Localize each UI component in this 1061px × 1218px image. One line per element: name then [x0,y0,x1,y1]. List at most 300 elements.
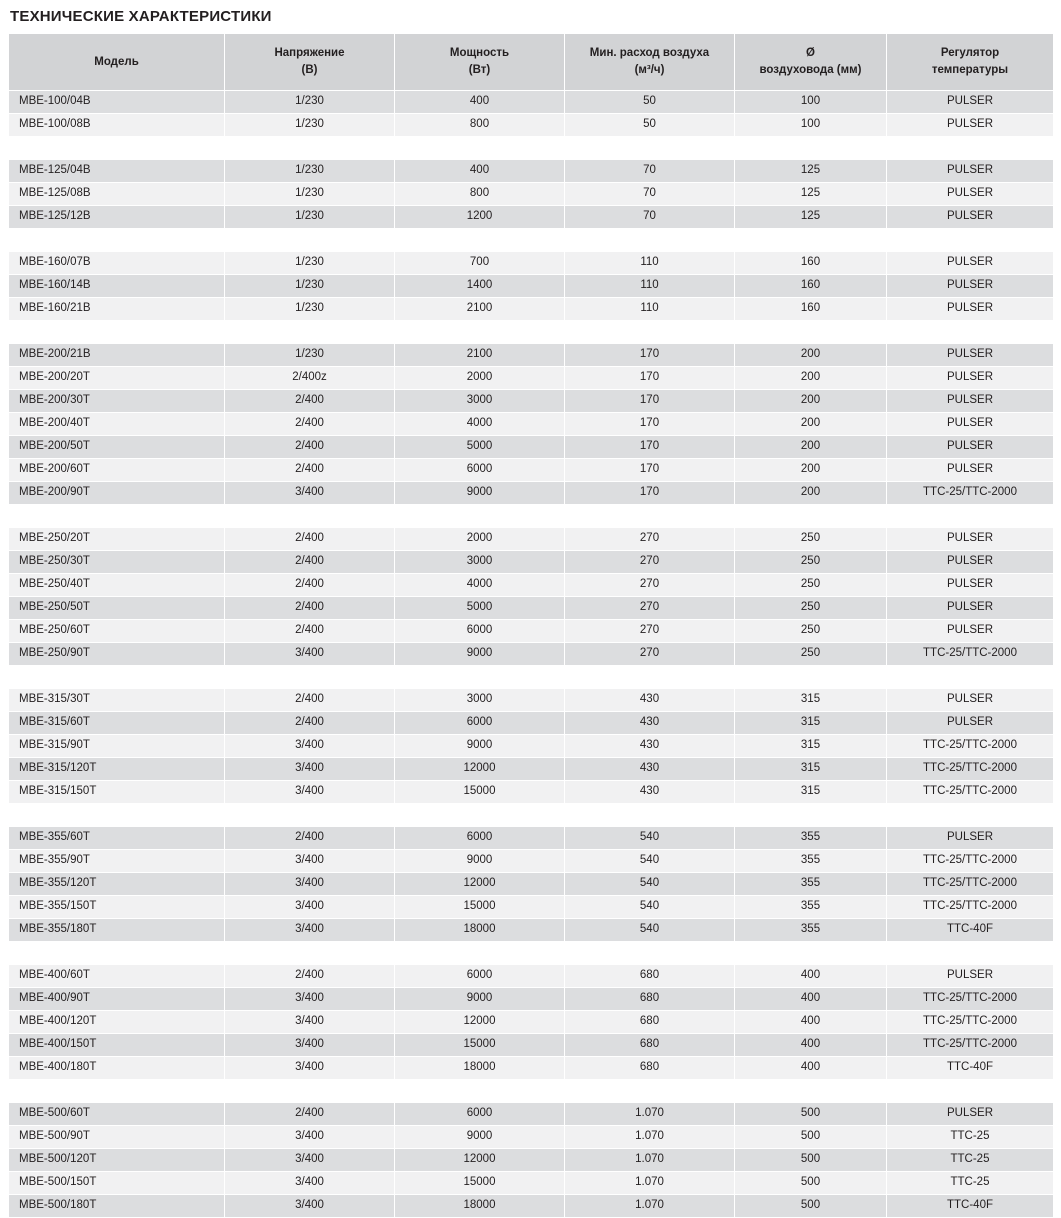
cell-min-airflow: 170 [565,344,735,367]
cell-duct-diameter: 315 [735,781,887,804]
column-header-model [9,34,225,91]
table-row [9,1149,1054,1172]
cell-temperature-regulator: PULSER [887,91,1054,114]
table-row [9,1057,1054,1080]
cell-duct-diameter: 355 [735,919,887,942]
cell-voltage: 1/230 [225,183,395,206]
cell-temperature-regulator: PULSER [887,689,1054,712]
cell-voltage: 2/400 [225,551,395,574]
table-row [9,114,1054,137]
cell-duct-diameter: 250 [735,574,887,597]
cell-power: 12000 [395,758,565,781]
cell-duct-diameter: 125 [735,206,887,229]
cell-duct-diameter: 250 [735,620,887,643]
cell-min-airflow: 1.070 [565,1103,735,1126]
cell-voltage: 3/400 [225,988,395,1011]
table-row [9,298,1054,321]
cell-min-airflow: 540 [565,896,735,919]
cell-min-airflow: 540 [565,827,735,850]
cell-voltage: 1/230 [225,275,395,298]
table-row [9,965,1054,988]
cell-temperature-regulator: PULSER [887,390,1054,413]
column-header-voltage [225,34,395,91]
cell-duct-diameter: 125 [735,183,887,206]
cell-min-airflow: 110 [565,298,735,321]
table-row [9,482,1054,505]
cell-power: 2100 [395,344,565,367]
cell-duct-diameter: 160 [735,275,887,298]
cell-power: 12000 [395,873,565,896]
cell-temperature-regulator: PULSER [887,620,1054,643]
cell-model: MBE-200/20T [9,367,225,390]
cell-min-airflow: 540 [565,850,735,873]
table-group-separator [9,321,1054,344]
table-row [9,1103,1054,1126]
column-header-line1: Регулятор [940,47,1000,60]
cell-model: MBE-355/180T [9,919,225,942]
cell-power: 9000 [395,735,565,758]
cell-voltage: 2/400 [225,436,395,459]
cell-voltage: 2/400 [225,413,395,436]
cell-voltage: 3/400 [225,781,395,804]
column-header-line2: (В) [301,64,318,76]
cell-voltage: 3/400 [225,1172,395,1195]
cell-duct-diameter: 200 [735,344,887,367]
cell-power: 2000 [395,367,565,390]
cell-duct-diameter: 315 [735,735,887,758]
cell-temperature-regulator: PULSER [887,965,1054,988]
cell-model: MBE-100/04B [9,91,225,114]
cell-voltage: 1/230 [225,206,395,229]
cell-min-airflow: 430 [565,689,735,712]
table-row [9,597,1054,620]
column-header-duct-diameter [735,34,887,91]
table-row [9,827,1054,850]
cell-model: MBE-200/90T [9,482,225,505]
cell-min-airflow: 270 [565,528,735,551]
cell-min-airflow: 1.070 [565,1172,735,1195]
cell-model: MBE-355/150T [9,896,225,919]
cell-power: 12000 [395,1011,565,1034]
table-group-separator-cell [9,1080,1054,1103]
table-group-separator-cell [9,666,1054,689]
cell-duct-diameter: 200 [735,482,887,505]
cell-model: MBE-400/180T [9,1057,225,1080]
table-row [9,781,1054,804]
cell-min-airflow: 1.070 [565,1126,735,1149]
cell-temperature-regulator: TTC-25 [887,1149,1054,1172]
table-row [9,689,1054,712]
cell-power: 6000 [395,965,565,988]
cell-temperature-regulator: TTC-25/TTC-2000 [887,1011,1054,1034]
cell-model: MBE-250/60T [9,620,225,643]
cell-power: 9000 [395,482,565,505]
table-row [9,1126,1054,1149]
cell-min-airflow: 430 [565,781,735,804]
cell-model: MBE-315/60T [9,712,225,735]
cell-duct-diameter: 125 [735,160,887,183]
cell-duct-diameter: 500 [735,1172,887,1195]
cell-duct-diameter: 100 [735,91,887,114]
cell-power: 3000 [395,390,565,413]
cell-power: 1200 [395,206,565,229]
cell-power: 1400 [395,275,565,298]
cell-voltage: 3/400 [225,1195,395,1218]
cell-voltage: 3/400 [225,873,395,896]
cell-min-airflow: 1.070 [565,1195,735,1218]
cell-min-airflow: 430 [565,735,735,758]
cell-voltage: 2/400 [225,574,395,597]
cell-model: MBE-100/08B [9,114,225,137]
table-row [9,620,1054,643]
cell-power: 18000 [395,919,565,942]
cell-voltage: 2/400 [225,965,395,988]
cell-duct-diameter: 200 [735,413,887,436]
table-row [9,551,1054,574]
cell-temperature-regulator: TTC-25 [887,1126,1054,1149]
cell-min-airflow: 50 [565,91,735,114]
column-header-line1: Напряжение [274,47,345,60]
table-group-separator-cell [9,942,1054,965]
cell-voltage: 1/230 [225,160,395,183]
cell-temperature-regulator: TTC-25/TTC-2000 [887,482,1054,505]
cell-model: MBE-400/120T [9,1011,225,1034]
cell-voltage: 3/400 [225,850,395,873]
cell-temperature-regulator: TTC-25/TTC-2000 [887,781,1054,804]
table-row [9,413,1054,436]
cell-model: MBE-315/120T [9,758,225,781]
cell-min-airflow: 170 [565,459,735,482]
cell-temperature-regulator: TTC-25/TTC-2000 [887,735,1054,758]
table-group-separator-cell [9,137,1054,160]
cell-power: 6000 [395,712,565,735]
cell-voltage: 1/230 [225,114,395,137]
column-header-line2: температуры [931,64,1009,76]
cell-voltage: 3/400 [225,1149,395,1172]
cell-duct-diameter: 355 [735,827,887,850]
table-row [9,91,1054,114]
cell-power: 3000 [395,551,565,574]
cell-temperature-regulator: TTC-40F [887,1195,1054,1218]
cell-power: 800 [395,183,565,206]
cell-duct-diameter: 200 [735,390,887,413]
cell-model: MBE-315/90T [9,735,225,758]
table-group-separator [9,505,1054,528]
table-row [9,344,1054,367]
table-row [9,735,1054,758]
cell-temperature-regulator: TTC-25/TTC-2000 [887,758,1054,781]
cell-min-airflow: 540 [565,919,735,942]
cell-voltage: 3/400 [225,1011,395,1034]
cell-model: MBE-125/12B [9,206,225,229]
cell-temperature-regulator: TTC-40F [887,1057,1054,1080]
cell-model: MBE-160/21B [9,298,225,321]
cell-model: MBE-250/30T [9,551,225,574]
cell-min-airflow: 70 [565,206,735,229]
table-group-separator [9,137,1054,160]
column-header-line1: Модель [94,55,139,68]
cell-duct-diameter: 315 [735,712,887,735]
cell-temperature-regulator: PULSER [887,413,1054,436]
table-row [9,436,1054,459]
cell-voltage: 1/230 [225,252,395,275]
cell-duct-diameter: 100 [735,114,887,137]
cell-duct-diameter: 400 [735,988,887,1011]
cell-min-airflow: 270 [565,620,735,643]
table-row [9,390,1054,413]
table-row [9,758,1054,781]
cell-model: MBE-250/20T [9,528,225,551]
specifications-table [8,33,1054,1218]
cell-model: MBE-355/90T [9,850,225,873]
cell-voltage: 3/400 [225,735,395,758]
table-row [9,919,1054,942]
cell-voltage: 3/400 [225,1057,395,1080]
table-row [9,1011,1054,1034]
cell-model: MBE-200/30T [9,390,225,413]
cell-duct-diameter: 500 [735,1126,887,1149]
table-row [9,988,1054,1011]
table-row [9,160,1054,183]
cell-min-airflow: 680 [565,1011,735,1034]
column-header-line2: (м³/ч) [634,64,665,76]
cell-temperature-regulator: TTC-25/TTC-2000 [887,850,1054,873]
cell-min-airflow: 170 [565,413,735,436]
cell-voltage: 2/400 [225,528,395,551]
cell-voltage: 2/400 [225,597,395,620]
cell-power: 9000 [395,643,565,666]
table-row [9,367,1054,390]
cell-min-airflow: 110 [565,275,735,298]
cell-min-airflow: 430 [565,758,735,781]
cell-temperature-regulator: PULSER [887,551,1054,574]
cell-model: MBE-315/150T [9,781,225,804]
cell-temperature-regulator: PULSER [887,1103,1054,1126]
cell-min-airflow: 680 [565,1057,735,1080]
table-group-separator [9,666,1054,689]
cell-model: MBE-500/120T [9,1149,225,1172]
cell-model: MBE-200/21B [9,344,225,367]
cell-temperature-regulator: TTC-25/TTC-2000 [887,643,1054,666]
cell-min-airflow: 430 [565,712,735,735]
cell-model: MBE-400/60T [9,965,225,988]
cell-duct-diameter: 315 [735,689,887,712]
cell-min-airflow: 680 [565,988,735,1011]
cell-model: MBE-125/08B [9,183,225,206]
table-row [9,1195,1054,1218]
cell-power: 700 [395,252,565,275]
cell-min-airflow: 170 [565,482,735,505]
cell-duct-diameter: 250 [735,643,887,666]
table-row [9,1034,1054,1057]
column-header-line2: воздуховода (мм) [759,64,862,76]
cell-temperature-regulator: PULSER [887,206,1054,229]
cell-min-airflow: 170 [565,436,735,459]
cell-min-airflow: 540 [565,873,735,896]
column-header-line1: Мин. расход воздуха [589,47,710,60]
cell-voltage: 2/400 [225,1103,395,1126]
cell-temperature-regulator: TTC-25 [887,1172,1054,1195]
cell-duct-diameter: 160 [735,252,887,275]
column-header-line1: Мощность [449,47,510,60]
cell-model: MBE-355/120T [9,873,225,896]
cell-temperature-regulator: PULSER [887,528,1054,551]
cell-model: MBE-500/60T [9,1103,225,1126]
table-group-separator [9,229,1054,252]
cell-duct-diameter: 500 [735,1195,887,1218]
cell-min-airflow: 270 [565,551,735,574]
cell-model: MBE-200/50T [9,436,225,459]
cell-model: MBE-500/90T [9,1126,225,1149]
cell-voltage: 2/400 [225,689,395,712]
cell-model: MBE-160/14B [9,275,225,298]
cell-min-airflow: 70 [565,183,735,206]
cell-model: MBE-500/150T [9,1172,225,1195]
cell-voltage: 2/400z [225,367,395,390]
cell-power: 5000 [395,597,565,620]
cell-temperature-regulator: PULSER [887,459,1054,482]
cell-voltage: 3/400 [225,643,395,666]
cell-power: 9000 [395,1126,565,1149]
cell-duct-diameter: 400 [735,1057,887,1080]
cell-duct-diameter: 250 [735,597,887,620]
cell-power: 12000 [395,1149,565,1172]
cell-voltage: 3/400 [225,1126,395,1149]
cell-voltage: 2/400 [225,390,395,413]
cell-temperature-regulator: PULSER [887,298,1054,321]
cell-duct-diameter: 500 [735,1103,887,1126]
cell-temperature-regulator: TTC-25/TTC-2000 [887,896,1054,919]
table-row [9,873,1054,896]
cell-temperature-regulator: PULSER [887,183,1054,206]
cell-min-airflow: 70 [565,160,735,183]
cell-temperature-regulator: TTC-25/TTC-2000 [887,1034,1054,1057]
cell-voltage: 3/400 [225,1034,395,1057]
table-row [9,896,1054,919]
cell-temperature-regulator: PULSER [887,114,1054,137]
cell-temperature-regulator: TTC-40F [887,919,1054,942]
cell-voltage: 1/230 [225,344,395,367]
cell-power: 400 [395,160,565,183]
cell-power: 18000 [395,1057,565,1080]
table-row [9,1172,1054,1195]
cell-power: 15000 [395,1172,565,1195]
cell-duct-diameter: 200 [735,436,887,459]
cell-power: 9000 [395,988,565,1011]
cell-power: 6000 [395,620,565,643]
cell-temperature-regulator: PULSER [887,436,1054,459]
table-row [9,643,1054,666]
cell-voltage: 3/400 [225,896,395,919]
cell-duct-diameter: 355 [735,896,887,919]
cell-duct-diameter: 400 [735,1034,887,1057]
cell-voltage: 1/230 [225,298,395,321]
cell-duct-diameter: 160 [735,298,887,321]
cell-power: 15000 [395,1034,565,1057]
table-row [9,850,1054,873]
cell-model: MBE-500/180T [9,1195,225,1218]
cell-temperature-regulator: PULSER [887,597,1054,620]
cell-model: MBE-250/50T [9,597,225,620]
cell-voltage: 2/400 [225,459,395,482]
cell-min-airflow: 270 [565,643,735,666]
cell-temperature-regulator: PULSER [887,367,1054,390]
cell-power: 2100 [395,298,565,321]
cell-temperature-regulator: PULSER [887,827,1054,850]
cell-duct-diameter: 400 [735,1011,887,1034]
cell-model: MBE-355/60T [9,827,225,850]
cell-voltage: 1/230 [225,91,395,114]
cell-power: 4000 [395,574,565,597]
table-group-separator [9,942,1054,965]
table-header-row [9,34,1054,91]
table-row [9,275,1054,298]
cell-power: 4000 [395,413,565,436]
cell-power: 3000 [395,689,565,712]
cell-min-airflow: 270 [565,574,735,597]
cell-min-airflow: 50 [565,114,735,137]
cell-power: 6000 [395,459,565,482]
table-group-separator-cell [9,321,1054,344]
cell-voltage: 2/400 [225,827,395,850]
cell-model: MBE-160/07B [9,252,225,275]
cell-model: MBE-200/40T [9,413,225,436]
cell-min-airflow: 170 [565,390,735,413]
column-header-line2: (Вт) [468,64,491,76]
cell-duct-diameter: 355 [735,873,887,896]
cell-model: MBE-315/30T [9,689,225,712]
cell-duct-diameter: 315 [735,758,887,781]
cell-power: 2000 [395,528,565,551]
cell-power: 9000 [395,850,565,873]
table-row [9,183,1054,206]
cell-min-airflow: 1.070 [565,1149,735,1172]
cell-duct-diameter: 355 [735,850,887,873]
cell-min-airflow: 680 [565,1034,735,1057]
table-group-separator-cell [9,804,1054,827]
cell-power: 6000 [395,1103,565,1126]
cell-voltage: 2/400 [225,620,395,643]
table-row [9,252,1054,275]
cell-duct-diameter: 200 [735,367,887,390]
cell-temperature-regulator: PULSER [887,252,1054,275]
cell-model: MBE-400/150T [9,1034,225,1057]
cell-duct-diameter: 250 [735,551,887,574]
cell-temperature-regulator: PULSER [887,160,1054,183]
cell-min-airflow: 110 [565,252,735,275]
page-title: ТЕХНИЧЕСКИЕ ХАРАКТЕРИСТИКИ [10,8,272,25]
table-row [9,206,1054,229]
column-header-min-airflow [565,34,735,91]
cell-temperature-regulator: PULSER [887,344,1054,367]
cell-model: MBE-250/90T [9,643,225,666]
cell-voltage: 3/400 [225,758,395,781]
cell-power: 15000 [395,896,565,919]
cell-temperature-regulator: TTC-25/TTC-2000 [887,873,1054,896]
table-row [9,712,1054,735]
cell-power: 800 [395,114,565,137]
cell-temperature-regulator: PULSER [887,574,1054,597]
cell-power: 18000 [395,1195,565,1218]
cell-model: MBE-125/04B [9,160,225,183]
table-group-separator [9,1080,1054,1103]
cell-model: MBE-400/90T [9,988,225,1011]
cell-duct-diameter: 400 [735,965,887,988]
cell-temperature-regulator: PULSER [887,275,1054,298]
cell-min-airflow: 170 [565,367,735,390]
table-row [9,574,1054,597]
cell-model: MBE-250/40T [9,574,225,597]
